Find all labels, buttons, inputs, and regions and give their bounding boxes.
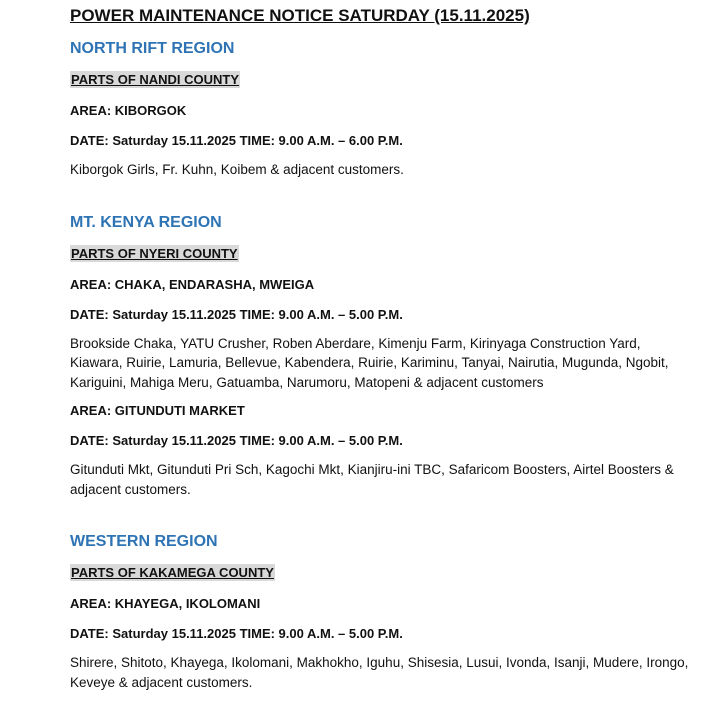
region-heading: NORTH RIFT REGION: [70, 40, 235, 57]
date-time-line: DATE: Saturday 15.11.2025 TIME: 9.00 A.M. – 5.00 P.M.: [70, 433, 403, 448]
date-time-line: DATE: Saturday 15.11.2025 TIME: 9.00 A.M. – 6.00 P.M.: [70, 133, 403, 148]
area-line: AREA: KIBORGOK: [70, 103, 187, 118]
county-heading: PARTS OF NANDI COUNTY: [71, 72, 240, 87]
affected-areas-text: Brookside Chaka, YATU Crusher, Roben Aberdare, Kimenju Farm, Kirinyaga Construction Yard, Kiawara, Ruirie, Lamuria, Bellevue, Kabendera, Ruirie, Kariminu, Tanyai, Nairutia, Mugunda, Ngobit, Kariguini, Mahiga Meru, Gatuamba, Narumoru, Matopeni & adjacent customers: [70, 335, 669, 390]
county-heading: PARTS OF KAKAMEGA COUNTY: [71, 565, 274, 580]
date-time-line: DATE: Saturday 15.11.2025 TIME: 9.00 A.M. – 5.00 P.M.: [70, 626, 403, 641]
region-section-north-rift: [70, 39, 727, 180]
date-time-line: DATE: Saturday 15.11.2025 TIME: 9.00 A.M. – 5.00 P.M.: [70, 306, 403, 322]
region-section-western: [70, 532, 727, 692]
region-section-mt-kenya: [70, 213, 727, 500]
affected-areas-text: Gitunduti Mkt, Gitunduti Pri Sch, Kagochi Mkt, Kianjiru-ini TBC, Safaricom Boosters, Airtel Boosters & adjacent customers.: [70, 462, 674, 497]
page-title: POWER MAINTENANCE NOTICE SATURDAY (15.11.2025): [70, 6, 530, 25]
area-line: AREA: CHAKA, ENDARASHA, MWEIGA: [70, 276, 315, 292]
affected-areas-text: Kiborgok Girls, Fr. Kuhn, Koibem & adjacent customers.: [70, 162, 404, 177]
region-heading: MT. KENYA REGION: [70, 213, 222, 231]
area-line: AREA: KHAYEGA, IKOLOMANI: [70, 596, 261, 611]
county-heading: PARTS OF NYERI COUNTY: [71, 245, 238, 261]
area-line: AREA: GITUNDUTI MARKET: [70, 403, 245, 418]
region-heading: WESTERN REGION: [70, 533, 218, 550]
affected-areas-text: Shirere, Shitoto, Khayega, Ikolomani, Makhokho, Iguhu, Shisesia, Lusui, Ivonda, Isanji, Mudere, Irongo, Keveye & adjacent customers.: [70, 655, 689, 690]
